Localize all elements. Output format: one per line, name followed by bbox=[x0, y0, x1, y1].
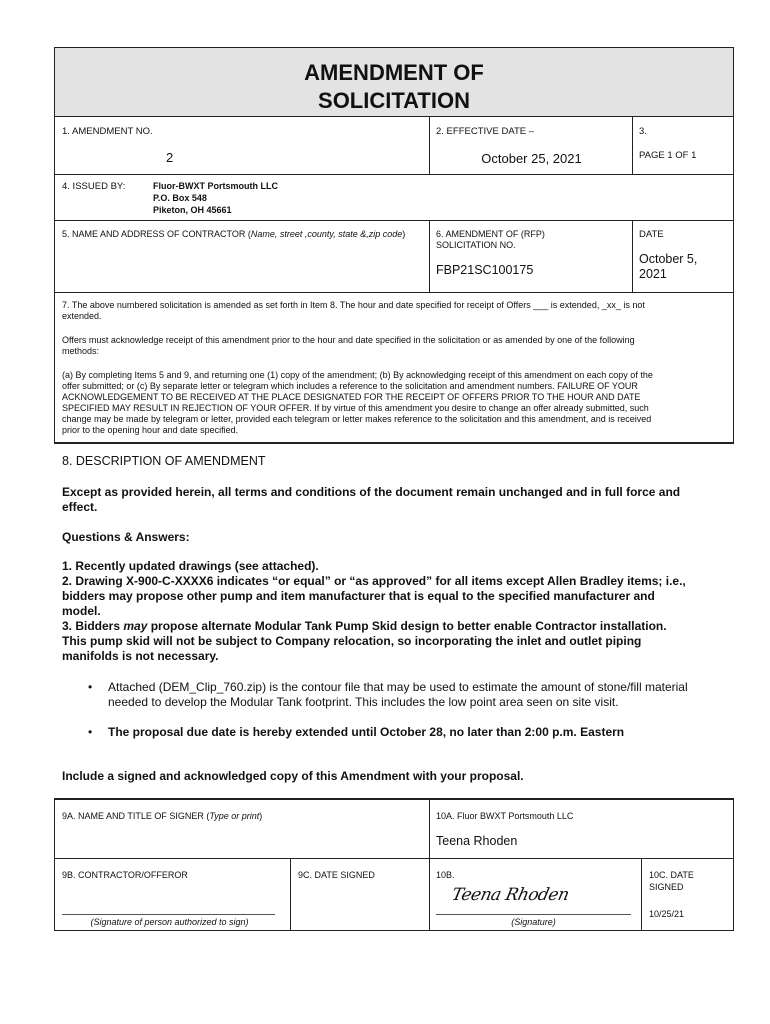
solicitation-number: FBP21SC100175 bbox=[436, 263, 534, 277]
border-right bbox=[733, 220, 734, 292]
item3-label: 3. bbox=[639, 126, 647, 137]
title-line-2: SOLICITATION bbox=[318, 88, 470, 113]
effective-date-label: 2. EFFECTIVE DATE – bbox=[436, 126, 535, 137]
item8-heading: 8. DESCRIPTION OF AMENDMENT bbox=[62, 454, 266, 468]
item7-line2: extended. bbox=[62, 311, 102, 321]
qa-item-3: manifolds is not necessary. bbox=[62, 649, 219, 663]
qa-item-1: 1. Recently updated drawings (see attached). bbox=[62, 559, 319, 573]
issuer-address-2: Piketon, OH 45661 bbox=[153, 205, 232, 215]
divider bbox=[54, 858, 734, 859]
border-left bbox=[54, 799, 55, 931]
issued-by-label: 4. ISSUED BY: bbox=[62, 181, 126, 192]
issuer-name: Fluor-BWXT Portsmouth LLC bbox=[153, 181, 278, 191]
fluor-signature-caption: (Signature) bbox=[511, 917, 556, 927]
qa-item-2: bidders may propose other pump and item manufacturer that is equal to the specified manufacturer and bbox=[62, 589, 655, 603]
qa-item-2: 2. Drawing X-900-C-XXXX6 indicates “or equal” or “as approved” for all items except Allen Bradley items; i.e., bbox=[62, 574, 686, 588]
border-left bbox=[54, 292, 55, 443]
fluor-label: 10A. Fluor BWXT Portsmouth LLC bbox=[436, 811, 574, 821]
qa-heading: Questions & Answers: bbox=[62, 530, 190, 544]
divider bbox=[290, 858, 291, 931]
issuer-address-1: P.O. Box 548 bbox=[153, 193, 207, 203]
divider bbox=[429, 220, 430, 292]
bullet-2: The proposal due date is hereby extended until October 28, no later than 2:00 p.m. Eastern bbox=[108, 725, 625, 739]
divider bbox=[54, 930, 734, 931]
divider bbox=[54, 292, 734, 293]
border-left bbox=[54, 117, 55, 174]
methods-line: prior to the opening hour and date specified. bbox=[62, 425, 239, 435]
bullet-1-line2: needed to develop the Modular Tank footprint. This includes the low point area seen on site visit. bbox=[108, 695, 619, 709]
solicitation-date-2: 2021 bbox=[639, 267, 667, 281]
methods-line: offer submitted; or (c) By separate letter or telegram which includes a reference to the solicitation and amendment numbers. FAILURE OF YOUR bbox=[62, 381, 638, 391]
offers-line1: Offers must acknowledge receipt of this amendment prior to the hour and date specified in the solicitation or as amended by one of the following bbox=[62, 335, 635, 345]
amendment-no-value: 2 bbox=[166, 150, 174, 165]
contractor-label: 5. NAME AND ADDRESS OF CONTRACTOR (Name, street ,county, state &,zip code) bbox=[62, 229, 406, 239]
qa-item-3: This pump skid will not be subject to Company relocation, so incorporating the inlet and outlet piping bbox=[62, 634, 642, 648]
date-10c-label-1: 10C. DATE bbox=[649, 870, 694, 880]
item10b-label: 10B. bbox=[436, 870, 455, 880]
handwritten-signature: Teena Rhoden bbox=[449, 885, 571, 905]
divider bbox=[632, 220, 633, 292]
divider bbox=[54, 442, 734, 444]
bullet-1-line1: Attached (DEM_Clip_760.zip) is the contour file that may be used to estimate the amount of stone/fill material bbox=[108, 680, 688, 694]
bullet-icon: • bbox=[88, 680, 93, 694]
border-right bbox=[733, 174, 734, 220]
divider bbox=[429, 799, 430, 931]
item7-line1: 7. The above numbered solicitation is amended as set forth in Item 8. The hour and date specified for receipt of Offers ___ is extended, _xx_ is not bbox=[62, 300, 645, 310]
date-10c-value: 10/25/21 bbox=[649, 909, 685, 919]
signer-label: 9A. NAME AND TITLE OF SIGNER (Type or print) bbox=[62, 811, 263, 821]
border-left bbox=[54, 174, 55, 220]
solicitation-label-1: 6. AMENDMENT OF (RFP) bbox=[436, 229, 545, 239]
border-left bbox=[54, 220, 55, 292]
intro-line2: effect. bbox=[62, 500, 98, 514]
signature-line bbox=[62, 914, 275, 915]
date-label: DATE bbox=[639, 229, 664, 240]
solicitation-label-2: SOLICITATION NO. bbox=[436, 240, 516, 250]
solicitation-date-1: October 5, bbox=[639, 252, 698, 266]
date-10c-label-2: SIGNED bbox=[649, 882, 684, 892]
border-right bbox=[733, 117, 734, 174]
date-signed-label: 9C. DATE SIGNED bbox=[298, 870, 375, 880]
methods-line: ACKNOWLEDGEMENT TO BE RECEIVED AT THE PLACE DESIGNATED FOR THE RECEIPT OF OFFERS PRIOR TO THE HOUR AND DATE bbox=[62, 392, 641, 402]
effective-date-value: October 25, 2021 bbox=[481, 151, 582, 166]
contractor-offeror-label: 9B. CONTRACTOR/OFFEROR bbox=[62, 870, 188, 880]
page-count: PAGE 1 OF 1 bbox=[639, 150, 697, 161]
signature-line bbox=[436, 914, 631, 915]
divider bbox=[641, 858, 642, 931]
methods-line: change may be made by telegram or letter, provided each telegram or letter makes reference to the solicitation and this amendment, and is received bbox=[62, 414, 652, 424]
methods-line: SPECIFIED MAY RESULT IN REJECTION OF YOUR OFFER. If by virtue of this amendment you desire to change an offer already submitted, such bbox=[62, 403, 649, 413]
bullet-icon: • bbox=[88, 725, 93, 739]
border-right bbox=[733, 799, 734, 931]
methods-line: (a) By completing Items 5 and 9, and returning one (1) copy of the amendment; (b) By acknowledging receipt of this amendment on each copy of the bbox=[62, 370, 653, 380]
border-right bbox=[733, 292, 734, 443]
fluor-signer-name: Teena Rhoden bbox=[436, 834, 518, 848]
divider bbox=[54, 174, 734, 175]
divider bbox=[54, 798, 734, 800]
qa-item-2: model. bbox=[62, 604, 101, 618]
offers-line2: methods: bbox=[62, 346, 100, 356]
amendment-no-label: 1. AMENDMENT NO. bbox=[62, 126, 153, 137]
closing-instruction: Include a signed and acknowledged copy of this Amendment with your proposal. bbox=[62, 769, 524, 783]
intro-line1: Except as provided herein, all terms and conditions of the document remain unchanged and in full force and bbox=[62, 485, 681, 499]
title-line-1: AMENDMENT OF bbox=[304, 60, 484, 85]
qa-item-3: 3. Bidders may propose alternate Modular Tank Pump Skid design to better enable Contractor installation. bbox=[62, 619, 667, 633]
contractor-signature-caption: (Signature of person authorized to sign) bbox=[90, 917, 249, 927]
